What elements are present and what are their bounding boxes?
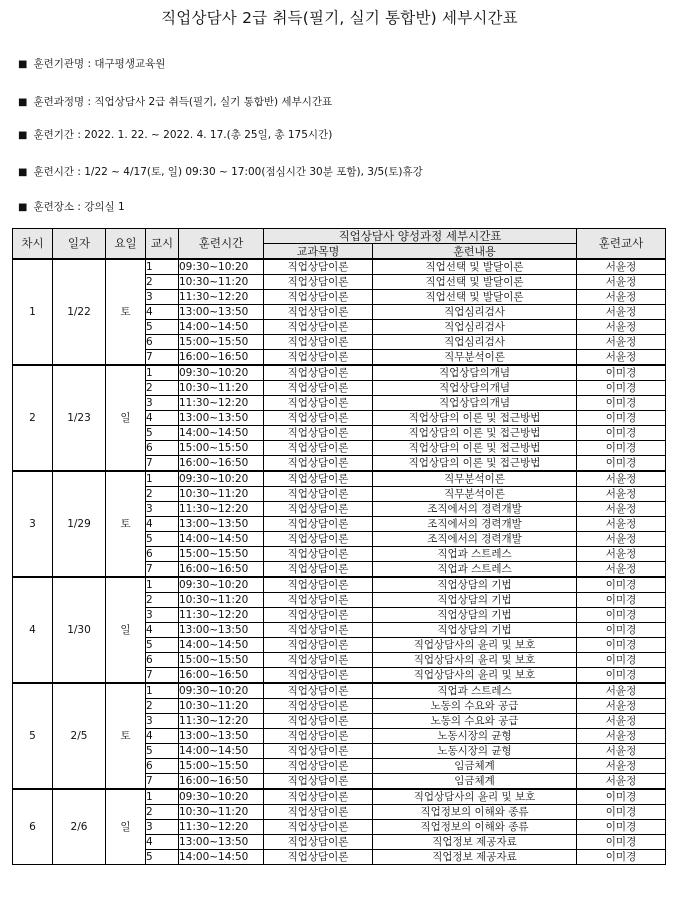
- teacher-cell: 이미경: [577, 365, 666, 381]
- teacher-cell: 서윤정: [577, 290, 666, 305]
- period-cell: 5: [146, 850, 179, 865]
- teacher-cell: 서윤정: [577, 275, 666, 290]
- period-cell: 1: [146, 365, 179, 381]
- subject-cell: 직업상담이론: [264, 668, 373, 684]
- teacher-cell: 서윤정: [577, 350, 666, 366]
- square-bullet-icon: ■: [18, 202, 28, 213]
- table-row: [13, 683, 666, 699]
- subject-cell: 직업상담이론: [264, 396, 373, 411]
- content-cell: 직업상담의 기법: [373, 623, 577, 638]
- subject-cell: 직업상담이론: [264, 350, 373, 366]
- period-cell: 2: [146, 699, 179, 714]
- teacher-cell: 서윤정: [577, 759, 666, 774]
- period-cell: 1: [146, 259, 179, 275]
- teacher-cell: 이미경: [577, 608, 666, 623]
- subject-cell: 직업상담이론: [264, 411, 373, 426]
- date-cell: 2/6: [53, 789, 106, 865]
- content-cell: 직업상담의 이론 및 접근방법: [373, 456, 577, 472]
- content-cell: 노동시장의 균형: [373, 744, 577, 759]
- content-cell: 직무분석이론: [373, 487, 577, 502]
- subject-cell: 직업상담이론: [264, 608, 373, 623]
- header-subject: 교과목명: [264, 244, 373, 260]
- teacher-cell: 이미경: [577, 411, 666, 426]
- content-cell: 임금체계: [373, 759, 577, 774]
- content-cell: 직업상담사의 윤리 및 보호: [373, 789, 577, 805]
- teacher-cell: 서윤정: [577, 683, 666, 699]
- time-cell: 11:30~12:20: [179, 396, 264, 411]
- time-cell: 10:30~11:20: [179, 275, 264, 290]
- subject-cell: 직업상담이론: [264, 820, 373, 835]
- time-cell: 16:00~16:50: [179, 562, 264, 578]
- date-cell: 1/30: [53, 577, 106, 683]
- content-cell: 임금체계: [373, 774, 577, 790]
- content-cell: 직무분석이론: [373, 350, 577, 366]
- period-cell: 5: [146, 532, 179, 547]
- teacher-cell: 서윤정: [577, 532, 666, 547]
- content-cell: 노동의 수요와 공급: [373, 714, 577, 729]
- subject-cell: 직업상담이론: [264, 517, 373, 532]
- date-cell: 1/23: [53, 365, 106, 471]
- header-teacher: 훈련교사: [577, 229, 666, 260]
- content-cell: 직업상담의 기법: [373, 608, 577, 623]
- teacher-cell: 이미경: [577, 668, 666, 684]
- table-row: [13, 789, 666, 805]
- period-cell: 4: [146, 623, 179, 638]
- square-bullet-icon: ■: [18, 59, 28, 70]
- teacher-cell: 서윤정: [577, 714, 666, 729]
- teacher-cell: 서윤정: [577, 562, 666, 578]
- content-cell: 조직에서의 경력개발: [373, 517, 577, 532]
- content-cell: 노동의 수요와 공급: [373, 699, 577, 714]
- period-cell: 3: [146, 396, 179, 411]
- content-cell: 직업상담사의 윤리 및 보호: [373, 653, 577, 668]
- time-cell: 16:00~16:50: [179, 668, 264, 684]
- info-location: ■ 훈련장소 : 강의실 1: [18, 201, 125, 213]
- info-label: 훈련시간: [33, 166, 75, 178]
- period-cell: 2: [146, 593, 179, 608]
- info-label: 훈련기간: [33, 129, 75, 141]
- content-cell: 직업정보의 이해와 종류: [373, 820, 577, 835]
- content-cell: 노동시장의 균형: [373, 729, 577, 744]
- info-value: 대구평생교육원: [94, 58, 166, 70]
- header-day: 요일: [106, 229, 146, 260]
- day-cell: 토: [106, 471, 146, 577]
- period-cell: 6: [146, 335, 179, 350]
- square-bullet-icon: ■: [18, 97, 28, 108]
- session-number-cell: 6: [13, 789, 53, 865]
- period-cell: 7: [146, 350, 179, 366]
- table-row: [13, 259, 666, 275]
- content-cell: 조직에서의 경력개발: [373, 532, 577, 547]
- time-cell: 14:00~14:50: [179, 426, 264, 441]
- content-cell: 직업상담의 기법: [373, 593, 577, 608]
- teacher-cell: 서윤정: [577, 471, 666, 487]
- subject-cell: 직업상담이론: [264, 744, 373, 759]
- content-cell: 직업상담의 기법: [373, 577, 577, 593]
- time-cell: 11:30~12:20: [179, 502, 264, 517]
- period-cell: 4: [146, 517, 179, 532]
- header-content: 훈련내용: [373, 244, 577, 260]
- period-cell: 6: [146, 653, 179, 668]
- content-cell: 직업선택 및 발달이론: [373, 259, 577, 275]
- teacher-cell: 서윤정: [577, 259, 666, 275]
- content-cell: 직업선택 및 발달이론: [373, 290, 577, 305]
- period-cell: 7: [146, 456, 179, 472]
- teacher-cell: 이미경: [577, 805, 666, 820]
- header-period: 교시: [146, 229, 179, 260]
- teacher-cell: 이미경: [577, 638, 666, 653]
- period-cell: 4: [146, 305, 179, 320]
- time-cell: 10:30~11:20: [179, 487, 264, 502]
- period-cell: 5: [146, 744, 179, 759]
- period-cell: 3: [146, 502, 179, 517]
- period-cell: 6: [146, 547, 179, 562]
- teacher-cell: 서윤정: [577, 320, 666, 335]
- subject-cell: 직업상담이론: [264, 335, 373, 350]
- time-cell: 15:00~15:50: [179, 547, 264, 562]
- session-number-cell: 1: [13, 259, 53, 365]
- schedule-table: [12, 228, 666, 865]
- period-cell: 5: [146, 638, 179, 653]
- header-group: 직업상담사 양성과정 세부시간표: [264, 229, 577, 244]
- period-cell: 2: [146, 275, 179, 290]
- content-cell: 직업과 스트레스: [373, 683, 577, 699]
- subject-cell: 직업상담이론: [264, 850, 373, 865]
- time-cell: 13:00~13:50: [179, 835, 264, 850]
- content-cell: 직업상담사의 윤리 및 보호: [373, 638, 577, 653]
- teacher-cell: 이미경: [577, 623, 666, 638]
- time-cell: 10:30~11:20: [179, 593, 264, 608]
- time-cell: 13:00~13:50: [179, 517, 264, 532]
- page-title: 직업상담사 2급 취득(필기, 실기 통합반) 세부시간표: [161, 9, 518, 27]
- date-cell: 2/5: [53, 683, 106, 789]
- teacher-cell: 서윤정: [577, 502, 666, 517]
- time-cell: 11:30~12:20: [179, 608, 264, 623]
- info-hours: ■ 훈련시간 : 1/22 ~ 4/17(토, 일) 09:30 ~ 17:00(점심시간 30분 포함), 3/5(토)휴강: [18, 166, 423, 178]
- subject-cell: 직업상담이론: [264, 471, 373, 487]
- time-cell: 15:00~15:50: [179, 653, 264, 668]
- teacher-cell: 이미경: [577, 577, 666, 593]
- period-cell: 1: [146, 683, 179, 699]
- info-label: 훈련과정명: [33, 96, 85, 108]
- content-cell: 직업상담사의 윤리 및 보호: [373, 668, 577, 684]
- teacher-cell: 이미경: [577, 850, 666, 865]
- time-cell: 10:30~11:20: [179, 381, 264, 396]
- teacher-cell: 이미경: [577, 593, 666, 608]
- period-cell: 1: [146, 789, 179, 805]
- info-label: 훈련장소: [33, 201, 75, 213]
- teacher-cell: 서윤정: [577, 699, 666, 714]
- period-cell: 6: [146, 441, 179, 456]
- subject-cell: 직업상담이론: [264, 441, 373, 456]
- teacher-cell: 서윤정: [577, 487, 666, 502]
- content-cell: 직업심리검사: [373, 305, 577, 320]
- subject-cell: 직업상담이론: [264, 774, 373, 790]
- subject-cell: 직업상담이론: [264, 593, 373, 608]
- time-cell: 09:30~10:20: [179, 789, 264, 805]
- time-cell: 15:00~15:50: [179, 441, 264, 456]
- time-cell: 14:00~14:50: [179, 638, 264, 653]
- time-cell: 13:00~13:50: [179, 623, 264, 638]
- date-cell: 1/22: [53, 259, 106, 365]
- teacher-cell: 서윤정: [577, 547, 666, 562]
- time-cell: 13:00~13:50: [179, 305, 264, 320]
- subject-cell: 직업상담이론: [264, 623, 373, 638]
- time-cell: 11:30~12:20: [179, 714, 264, 729]
- content-cell: 직업정보의 이해와 종류: [373, 805, 577, 820]
- subject-cell: 직업상담이론: [264, 365, 373, 381]
- subject-cell: 직업상담이론: [264, 320, 373, 335]
- subject-cell: 직업상담이론: [264, 699, 373, 714]
- info-institution: ■ 훈련기관명 : 대구평생교육원: [18, 58, 166, 70]
- content-cell: 직업상담의개념: [373, 365, 577, 381]
- teacher-cell: 서윤정: [577, 744, 666, 759]
- period-cell: 5: [146, 426, 179, 441]
- content-cell: 직업정보 제공자료: [373, 850, 577, 865]
- session-number-cell: 4: [13, 577, 53, 683]
- time-cell: 14:00~14:50: [179, 850, 264, 865]
- time-cell: 14:00~14:50: [179, 320, 264, 335]
- period-cell: 1: [146, 471, 179, 487]
- period-cell: 1: [146, 577, 179, 593]
- time-cell: 09:30~10:20: [179, 683, 264, 699]
- period-cell: 7: [146, 774, 179, 790]
- subject-cell: 직업상담이론: [264, 487, 373, 502]
- subject-cell: 직업상담이론: [264, 835, 373, 850]
- time-cell: 10:30~11:20: [179, 699, 264, 714]
- subject-cell: 직업상담이론: [264, 456, 373, 472]
- teacher-cell: 이미경: [577, 820, 666, 835]
- info-period: ■ 훈련기간 : 2022. 1. 22. ~ 2022. 4. 17.(총 25일, 총 175시간): [18, 129, 333, 141]
- time-cell: 09:30~10:20: [179, 577, 264, 593]
- time-cell: 15:00~15:50: [179, 335, 264, 350]
- session-number-cell: 5: [13, 683, 53, 789]
- content-cell: 직업상담의 이론 및 접근방법: [373, 411, 577, 426]
- table-row: [13, 471, 666, 487]
- content-cell: 직업상담의 이론 및 접근방법: [373, 441, 577, 456]
- period-cell: 3: [146, 714, 179, 729]
- subject-cell: 직업상담이론: [264, 305, 373, 320]
- info-value: 1/22 ~ 4/17(토, 일) 09:30 ~ 17:00(점심시간 30분 포함), 3/5(토)휴강: [84, 166, 423, 178]
- time-cell: 09:30~10:20: [179, 365, 264, 381]
- session-number-cell: 3: [13, 471, 53, 577]
- subject-cell: 직업상담이론: [264, 502, 373, 517]
- header-session: 차시: [13, 229, 53, 260]
- content-cell: 직업상담의 이론 및 접근방법: [373, 426, 577, 441]
- period-cell: 3: [146, 820, 179, 835]
- content-cell: 직업상담의개념: [373, 396, 577, 411]
- info-value: 2022. 1. 22. ~ 2022. 4. 17.(총 25일, 총 175시간): [84, 129, 333, 141]
- time-cell: 13:00~13:50: [179, 411, 264, 426]
- date-cell: 1/29: [53, 471, 106, 577]
- info-value: 강의실 1: [84, 201, 125, 213]
- time-cell: 16:00~16:50: [179, 456, 264, 472]
- content-cell: 조직에서의 경력개발: [373, 502, 577, 517]
- teacher-cell: 이미경: [577, 456, 666, 472]
- subject-cell: 직업상담이론: [264, 759, 373, 774]
- time-cell: 16:00~16:50: [179, 350, 264, 366]
- subject-cell: 직업상담이론: [264, 259, 373, 275]
- period-cell: 5: [146, 320, 179, 335]
- content-cell: 직업심리검사: [373, 320, 577, 335]
- content-cell: 직업과 스트레스: [373, 562, 577, 578]
- subject-cell: 직업상담이론: [264, 381, 373, 396]
- content-cell: 직무분석이론: [373, 471, 577, 487]
- subject-cell: 직업상담이론: [264, 426, 373, 441]
- teacher-cell: 서윤정: [577, 774, 666, 790]
- content-cell: 직업상담의개념: [373, 381, 577, 396]
- table-row: [13, 577, 666, 593]
- header-date: 일자: [53, 229, 106, 260]
- subject-cell: 직업상담이론: [264, 577, 373, 593]
- time-cell: 09:30~10:20: [179, 471, 264, 487]
- period-cell: 7: [146, 562, 179, 578]
- teacher-cell: 이미경: [577, 653, 666, 668]
- subject-cell: 직업상담이론: [264, 562, 373, 578]
- teacher-cell: 이미경: [577, 426, 666, 441]
- day-cell: 일: [106, 789, 146, 865]
- info-course: ■ 훈련과정명 : 직업상담사 2급 취득(필기, 실기 통합반) 세부시간표: [18, 96, 333, 108]
- teacher-cell: 서윤정: [577, 729, 666, 744]
- subject-cell: 직업상담이론: [264, 789, 373, 805]
- square-bullet-icon: ■: [18, 167, 28, 178]
- teacher-cell: 이미경: [577, 396, 666, 411]
- day-cell: 일: [106, 577, 146, 683]
- subject-cell: 직업상담이론: [264, 729, 373, 744]
- period-cell: 3: [146, 290, 179, 305]
- time-cell: 09:30~10:20: [179, 259, 264, 275]
- square-bullet-icon: ■: [18, 130, 28, 141]
- period-cell: 2: [146, 487, 179, 502]
- period-cell: 4: [146, 729, 179, 744]
- period-cell: 6: [146, 759, 179, 774]
- teacher-cell: 이미경: [577, 835, 666, 850]
- period-cell: 4: [146, 835, 179, 850]
- content-cell: 직업과 스트레스: [373, 547, 577, 562]
- period-cell: 4: [146, 411, 179, 426]
- time-cell: 11:30~12:20: [179, 290, 264, 305]
- content-cell: 직업정보 제공자료: [373, 835, 577, 850]
- subject-cell: 직업상담이론: [264, 290, 373, 305]
- teacher-cell: 이미경: [577, 441, 666, 456]
- period-cell: 3: [146, 608, 179, 623]
- teacher-cell: 서윤정: [577, 335, 666, 350]
- subject-cell: 직업상담이론: [264, 805, 373, 820]
- content-cell: 직업심리검사: [373, 335, 577, 350]
- day-cell: 일: [106, 365, 146, 471]
- subject-cell: 직업상담이론: [264, 532, 373, 547]
- teacher-cell: 이미경: [577, 789, 666, 805]
- subject-cell: 직업상담이론: [264, 275, 373, 290]
- teacher-cell: 이미경: [577, 381, 666, 396]
- time-cell: 11:30~12:20: [179, 820, 264, 835]
- subject-cell: 직업상담이론: [264, 653, 373, 668]
- teacher-cell: 서윤정: [577, 517, 666, 532]
- time-cell: 15:00~15:50: [179, 759, 264, 774]
- time-cell: 13:00~13:50: [179, 729, 264, 744]
- period-cell: 7: [146, 668, 179, 684]
- header-time: 훈련시간: [179, 229, 264, 260]
- subject-cell: 직업상담이론: [264, 547, 373, 562]
- period-cell: 2: [146, 381, 179, 396]
- day-cell: 토: [106, 259, 146, 365]
- subject-cell: 직업상담이론: [264, 714, 373, 729]
- time-cell: 14:00~14:50: [179, 532, 264, 547]
- time-cell: 10:30~11:20: [179, 805, 264, 820]
- day-cell: 토: [106, 683, 146, 789]
- subject-cell: 직업상담이론: [264, 683, 373, 699]
- time-cell: 14:00~14:50: [179, 744, 264, 759]
- content-cell: 직업선택 및 발달이론: [373, 275, 577, 290]
- period-cell: 2: [146, 805, 179, 820]
- session-number-cell: 2: [13, 365, 53, 471]
- time-cell: 16:00~16:50: [179, 774, 264, 790]
- subject-cell: 직업상담이론: [264, 638, 373, 653]
- teacher-cell: 서윤정: [577, 305, 666, 320]
- info-value: 직업상담사 2급 취득(필기, 실기 통합반) 세부시간표: [94, 96, 333, 108]
- table-row: [13, 365, 666, 381]
- info-label: 훈련기관명: [33, 58, 85, 70]
